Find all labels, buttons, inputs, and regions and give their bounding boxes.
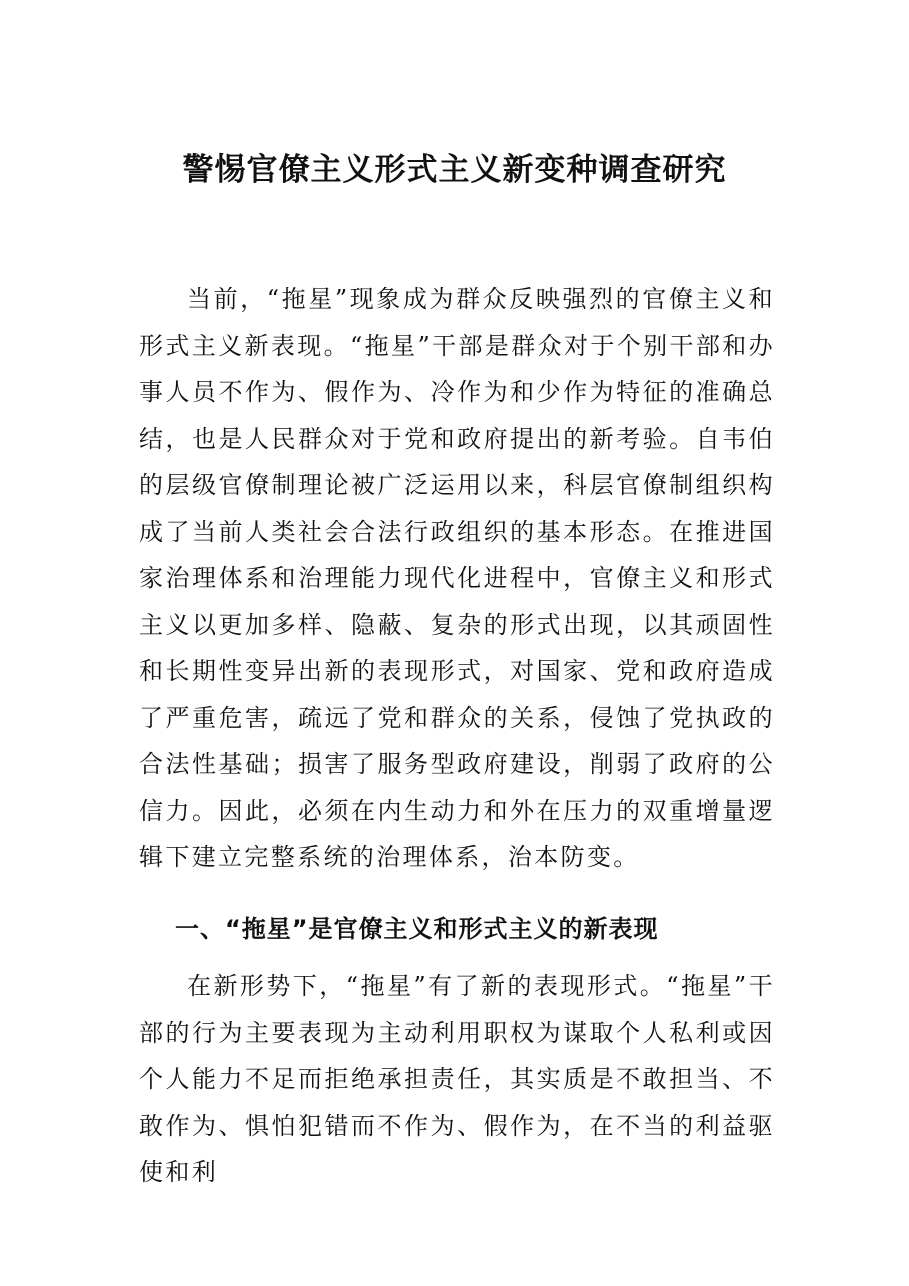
body-paragraph-intro: 当前，“拖星”现象成为群众反映强烈的官僚主义和形式主义新表现。“拖星”干部是群众对于个别干部和办事人员不作为、假作为、冷作为和少作为特征的准确总结，也是人民群众对于党和政府提出的新考验。自韦伯的层级官僚制理论被广泛运用以来，科层官僚制组织构成了当前人类社会合法行政组织的基本形态。在推进国家治理体系和治理能力现代化进程中，官僚主义和形式主义以更加多样、隐蔽、复杂的形式出现，以其顽固性和长期性变异出新的表现形式，对国家、党和政府造成了严重危害，疏远了党和群众的关系，侵蚀了党执政的合法性基础；损害了服务型政府建设，削弱了政府的公信力。因此，必须在内生动力和外在压力的双重增量逻辑下建立完整系统的治理体系，治本防变。: [139, 285, 775, 871]
body-paragraph-section-1: 在新形势下，“拖星”有了新的表现形式。“拖星”干部的行为主要表现为主动利用职权为谋取个人私利或因个人能力不足而拒绝承担责任，其实质是不敢担当、不敢作为、惧怕犯错而不作为、假作为，在不当的利益驱使和利: [139, 972, 775, 1186]
section-heading-1: 一、“拖星”是官僚主义和形式主义的新表现: [175, 915, 659, 943]
document-title: 警惕官僚主义形式主义新变种调查研究: [182, 152, 727, 188]
